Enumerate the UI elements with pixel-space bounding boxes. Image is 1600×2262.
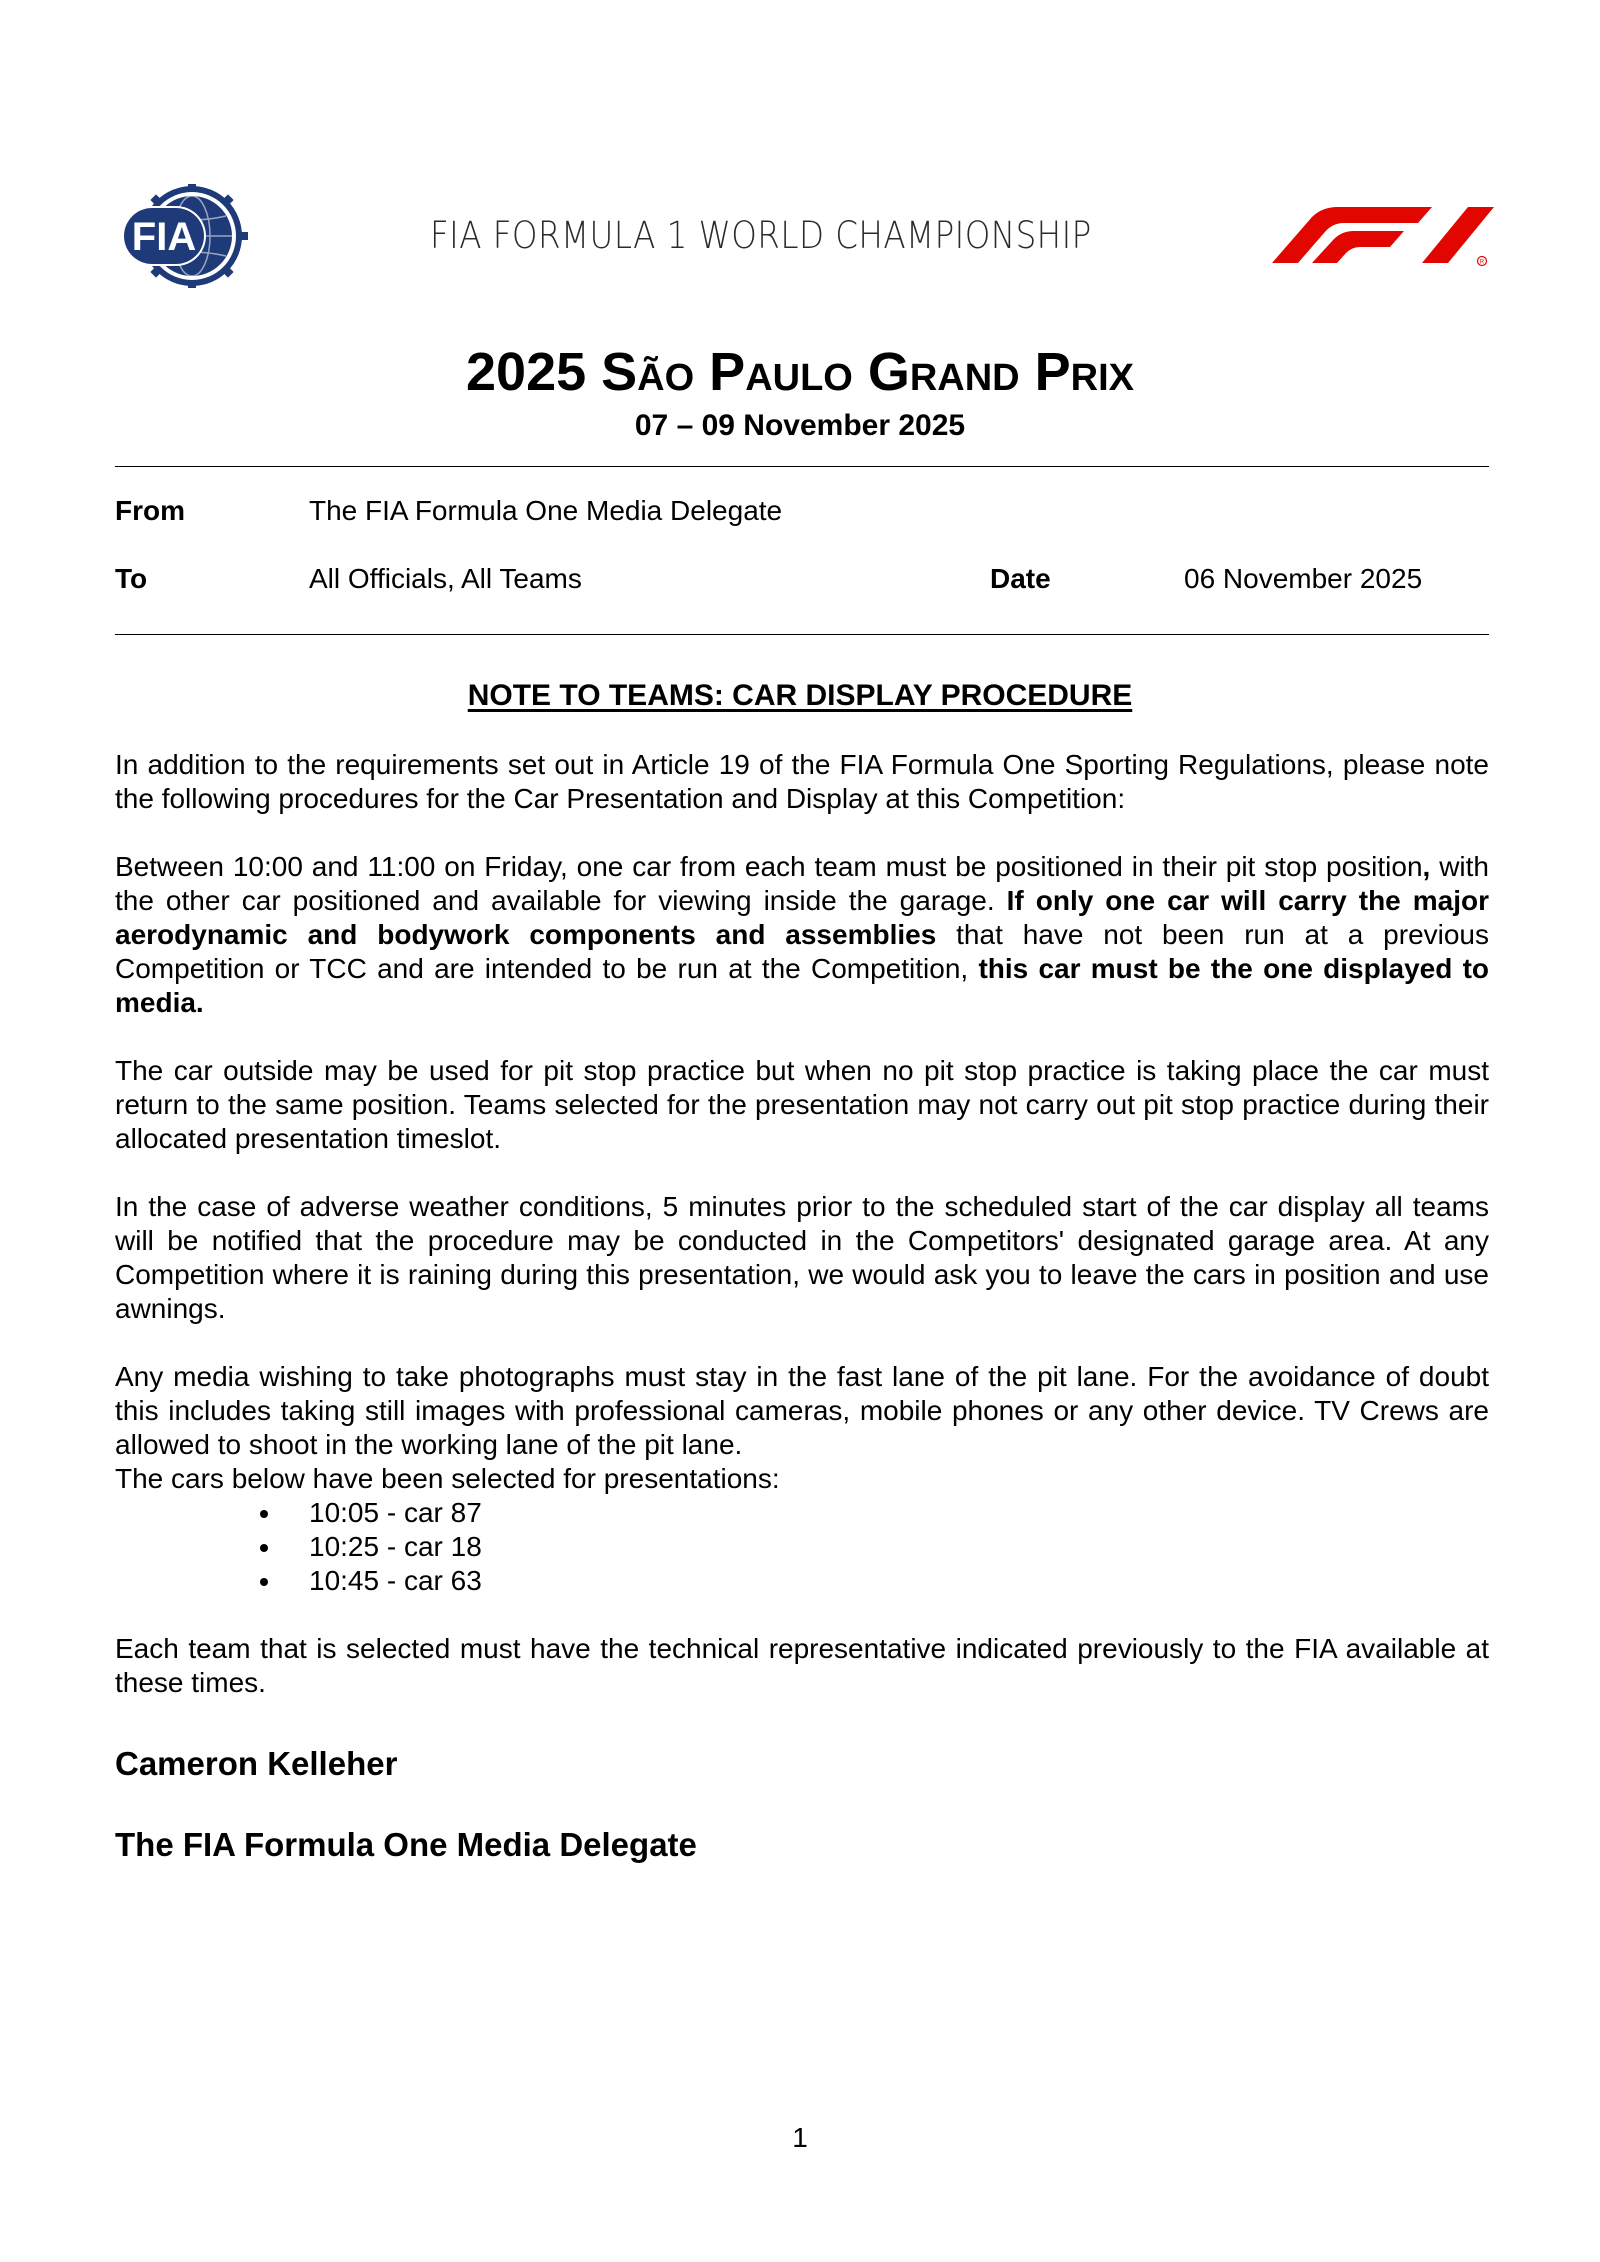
paragraph-selected-cars: The cars below have been selected for presentations: xyxy=(115,1463,780,1494)
subject-text: NOTE TO TEAMS: CAR DISPLAY PROCEDURE xyxy=(467,679,1133,712)
bold-requirement: If only one car will carry the major aerodynamic and bodywork components and assemblies xyxy=(115,885,1489,950)
header-divider-top xyxy=(115,466,1489,467)
to-label: To xyxy=(115,563,148,594)
f1-logo xyxy=(1272,205,1494,267)
signature-role: The FIA Formula One Media Delegate xyxy=(115,1826,697,1863)
paragraph-article-19: In addition to the requirements set out in Article 19 of the FIA Formula One Sporting Regulations, please note the following procedures for the Car Presentation and Display at this Competition: xyxy=(115,749,1489,814)
to-value: All Officials, All Teams xyxy=(309,563,582,594)
event-dates: 07 – 09 November 2025 xyxy=(634,409,966,442)
fia-logo xyxy=(114,184,266,288)
page-number: 1 xyxy=(792,2122,808,2153)
event-name: São Paulo Grand Prix xyxy=(601,342,1134,402)
event-year: 2025 xyxy=(466,342,587,402)
event-title xyxy=(0,340,1600,404)
bullet-icon xyxy=(260,1510,268,1518)
paragraph-media: Any media wishing to take photographs must stay in the fast lane of the pit lane. For the avoidance of doubt this includes taking still images with professional cameras, mobile phones or any other device. TV Crews are allowed to shoot in the working lane of the pit lane. xyxy=(115,1361,1489,1460)
svg-text:FIA: FIA xyxy=(131,215,197,259)
presentation-schedule xyxy=(115,1496,1489,1598)
list-item: 10:25 - car 18 xyxy=(115,1530,1489,1564)
date-label: Date xyxy=(990,563,1051,594)
signature-name: Cameron Kelleher xyxy=(115,1745,398,1782)
list-item: 10:05 - car 87 xyxy=(115,1496,1489,1530)
paragraph-technical-rep: Each team that is selected must have the technical representative indicated previously to the FIA available at these times. xyxy=(115,1633,1489,1698)
list-item: 10:45 - car 63 xyxy=(115,1564,1489,1598)
paragraph-pit-stop-practice: The car outside may be used for pit stop practice but when no pit stop practice is taking place the car must return to the same position. Teams selected for the presentation may not carry out pit stop practice during their allocated presentation timeslot. xyxy=(115,1055,1489,1154)
svg-text:R: R xyxy=(1479,259,1485,266)
bullet-icon xyxy=(260,1544,268,1552)
championship-title: FIA FORMULA 1 WORLD CHAMPIONSHIP xyxy=(430,214,1092,257)
from-value: The FIA Formula One Media Delegate xyxy=(309,495,783,526)
paragraph-weather: In the case of adverse weather conditions, 5 minutes prior to the scheduled start of the car display all teams will be notified that the procedure may be conducted in the Competitors' designated garage area. At any Competition where it is raining during this presentation, we would ask you to leave the cars in position and use awnings. xyxy=(115,1191,1489,1324)
subject-heading xyxy=(0,678,1600,714)
from-label: From xyxy=(115,495,185,526)
document-body xyxy=(115,748,1489,1734)
header-divider-bottom xyxy=(115,634,1489,635)
bullet-icon xyxy=(260,1578,268,1586)
date-value: 06 November 2025 xyxy=(1184,563,1423,594)
bold-display-rule: this car must be the one displayed to media. xyxy=(115,953,1489,1018)
paragraph-positioning: Between 10:00 and 11:00 on Friday, one car from each team must be positioned in their pit stop position, with the other car positioned and available for viewing inside the garage. If only one car will carry the major aerodynamic and bodywork components and assemblies that have not been run at a previous Competition or TCC and are intended to be run at the Competition, this car must be the one displayed to media. xyxy=(115,851,1490,1018)
